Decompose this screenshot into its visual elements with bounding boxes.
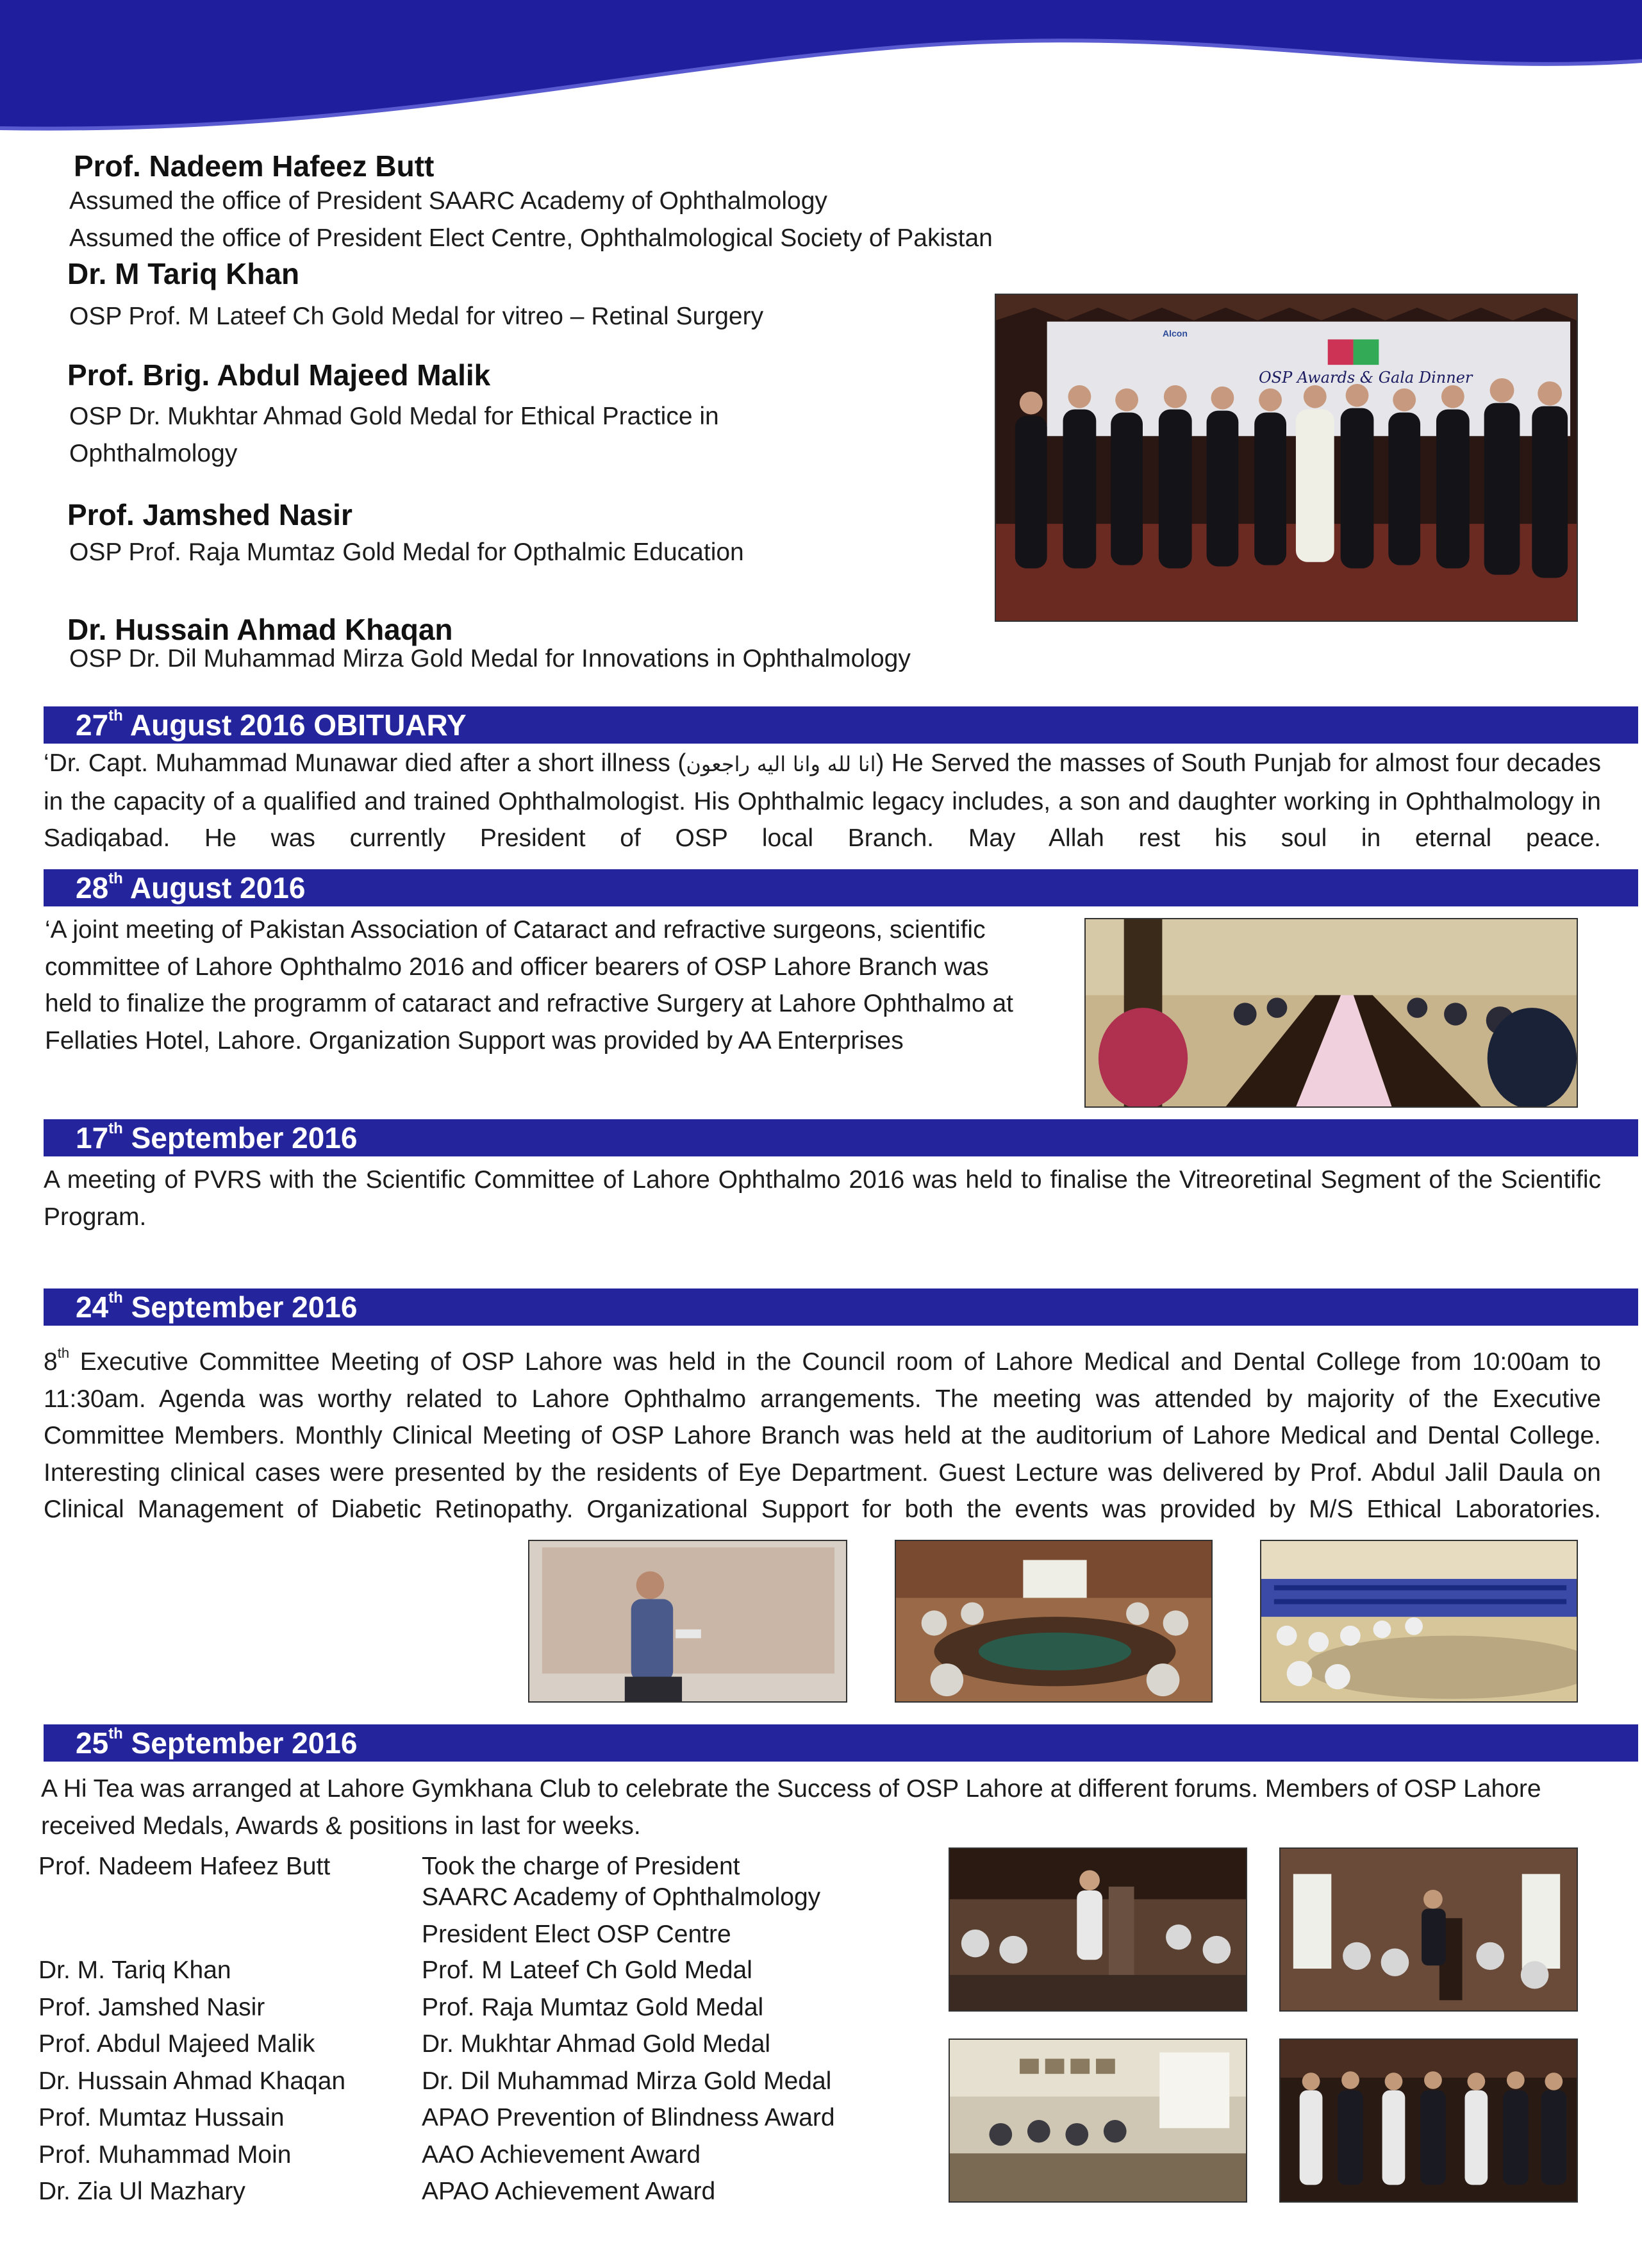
obituary-text-end: ) He Served the masses of South Punjab for almost four decades in the capacity of a qualified and trained Ophthalmologist. His Ophthalmic legacy includes, a son and daughter working in Ophthalmology in Sadiqabad. He was currently President of OSP local Branch. May Allah rest his soul in eternal peace.: [44, 749, 1601, 852]
guest-lecture-photo: [528, 1540, 847, 1703]
sep24-paragraph: [44, 1344, 1601, 1530]
obituary-paragraph: [44, 745, 1601, 855]
obituary-text-start: ‘Dr. Capt. Muhammad Munawar died after a short illness (: [44, 749, 686, 777]
awardee-detail: Assumed the office of President Elect Centre, Ophthalmological Society of Pakistan: [69, 224, 993, 252]
honour-name: Prof. Muhammad Moin: [38, 2141, 292, 2169]
aug28-paragraph: ‘A joint meeting of Pakistan Association of Cataract and refractive surgeons, scientific committee of Lahore Ophthalmo 2016 and officer bearers of OSP Lahore Branch was held to finalize the programm of cataract and refractive Surgery at Lahore Ophthalmo at Fellaties Hotel, Lahore. Organization Support was provided by AA Enterprises: [45, 916, 1013, 1055]
awardee-name: Dr. Hussain Ahmad Khaqan: [67, 613, 453, 646]
awardee-name: Prof. Nadeem Hafeez Butt: [74, 149, 435, 183]
honour-name: Dr. Hussain Ahmad Khaqan: [38, 2067, 346, 2095]
section-date-day: 17: [76, 1121, 109, 1155]
section-date-suffix: th: [108, 707, 123, 724]
awardee-detail: OSP Dr. Mukhtar Ahmad Gold Medal for Ethical Practice in: [69, 403, 719, 430]
honour-award: Prof. M Lateef Ch Gold Medal: [422, 1956, 752, 1984]
awardee-name: Prof. Brig. Abdul Majeed Malik: [67, 358, 491, 392]
honour-award: Prof. Raja Mumtaz Gold Medal: [422, 1994, 764, 2021]
section-date-rest: September 2016: [122, 1726, 358, 1760]
gala-sign-text: OSP Awards & Gala Dinner: [1259, 369, 1473, 387]
section-bar-sep25: [44, 1724, 1638, 1762]
section-date-day: 28: [76, 871, 109, 905]
hi-tea-gathering-photo: [949, 2039, 1247, 2203]
hi-tea-podium-photo: [1279, 1847, 1578, 2012]
section-date-day: 25: [76, 1726, 109, 1760]
honour-award: APAO Achievement Award: [422, 2178, 716, 2205]
honour-award: Dr. Mukhtar Ahmad Gold Medal: [422, 2030, 771, 2058]
section-date-rest: September 2016: [122, 1121, 358, 1155]
honour-name: Prof. Abdul Majeed Malik: [38, 2030, 315, 2058]
awardee-name: Dr. M Tariq Khan: [67, 257, 300, 290]
hi-tea-group-photo: [1279, 2039, 1578, 2203]
sep24-text: Executive Committee Meeting of OSP Lahore was held in the Council room of Lahore Medical and Dental College from 10:00am to 11:30am. Agenda was worthy related to Lahore Ophthalmo arrangements. The meeting was attended by majority of the Executive Committee Members. Monthly Clinical Meeting of OSP Lahore Branch was held at the auditorium of Lahore Medical and Dental College. Interesting clinical cases were presented by the residents of Eye Department. Guest Lecture was delivered by Prof. Abdul Jalil Daula on Clinical Management of Diabetic Retinopathy. Organizational Support for both the events was provided by M/S Ethical Laboratories.: [44, 1348, 1601, 1523]
section-date-suffix: th: [108, 1120, 123, 1137]
sep24-meeting-number: 8: [44, 1348, 58, 1376]
sep24-meeting-number-suffix: th: [57, 1345, 70, 1361]
honour-name: Prof. Nadeem Hafeez Butt: [38, 1853, 331, 1880]
honour-name: Prof. Jamshed Nasir: [38, 1994, 265, 2021]
section-bar-aug28: [44, 869, 1638, 906]
awardee-detail: OSP Dr. Dil Muhammad Mirza Gold Medal for Innovations in Ophthalmology: [69, 645, 911, 672]
section-bar-obituary: [44, 706, 1638, 744]
obituary-arabic-phrase: انا لله وانا اليه راجعون: [686, 752, 876, 776]
awardee-name: Prof. Jamshed Nasir: [67, 498, 352, 531]
section-bar-sep17: [44, 1119, 1638, 1156]
awardee-detail: Ophthalmology: [69, 440, 238, 467]
section-date-rest: August 2016: [122, 871, 306, 905]
section-bar-sep24: [44, 1288, 1638, 1326]
honour-name: Prof. Mumtaz Hussain: [38, 2104, 285, 2131]
honour-award: APAO Prevention of Blindness Award: [422, 2104, 835, 2131]
section-date-suffix: th: [108, 1289, 123, 1306]
hi-tea-speech-photo: [949, 1847, 1247, 2012]
section-date-suffix: th: [108, 870, 123, 887]
section-date-day: 27: [76, 708, 109, 742]
honour-award: President Elect OSP Centre: [422, 1921, 731, 1948]
section-date-suffix: th: [108, 1725, 123, 1742]
meeting-table-photo: [1084, 918, 1578, 1108]
gala-dinner-group-photo: [995, 294, 1578, 622]
section-date-rest: September 2016: [122, 1290, 358, 1324]
awardee-detail: OSP Prof. Raja Mumtaz Gold Medal for Opthalmic Education: [69, 538, 744, 566]
alcon-logo-text: Alcon: [1163, 328, 1188, 338]
awardee-detail: Assumed the office of President SAARC Academy of Ophthalmology: [69, 187, 827, 215]
auditorium-photo: [1260, 1540, 1578, 1703]
honour-name: Dr. M. Tariq Khan: [38, 1956, 231, 1984]
header-wave-banner: [0, 0, 1642, 147]
section-date-rest: August 2016 OBITUARY: [122, 708, 467, 742]
honour-award: AAO Achievement Award: [422, 2141, 701, 2169]
awardee-detail: OSP Prof. M Lateef Ch Gold Medal for vitreo – Retinal Surgery: [69, 303, 764, 330]
council-room-meeting-photo: [895, 1540, 1213, 1703]
honour-award: SAARC Academy of Ophthalmology: [422, 1883, 821, 1911]
honour-name: Dr. Zia Ul Mazhary: [38, 2178, 245, 2205]
section-date-day: 24: [76, 1290, 109, 1324]
sep17-paragraph: A meeting of PVRS with the Scientific Committee of Lahore Ophthalmo 2016 was held to finalise the Vitreoretinal Segment of the Scientific Program.: [44, 1166, 1601, 1231]
sep25-paragraph: A Hi Tea was arranged at Lahore Gymkhana Club to celebrate the Success of OSP Lahore at different forums. Members of OSP Lahore received Medals, Awards & positions in last for weeks.: [41, 1775, 1541, 1840]
honour-award: Took the charge of President: [422, 1853, 740, 1880]
honour-award: Dr. Dil Muhammad Mirza Gold Medal: [422, 2067, 832, 2095]
